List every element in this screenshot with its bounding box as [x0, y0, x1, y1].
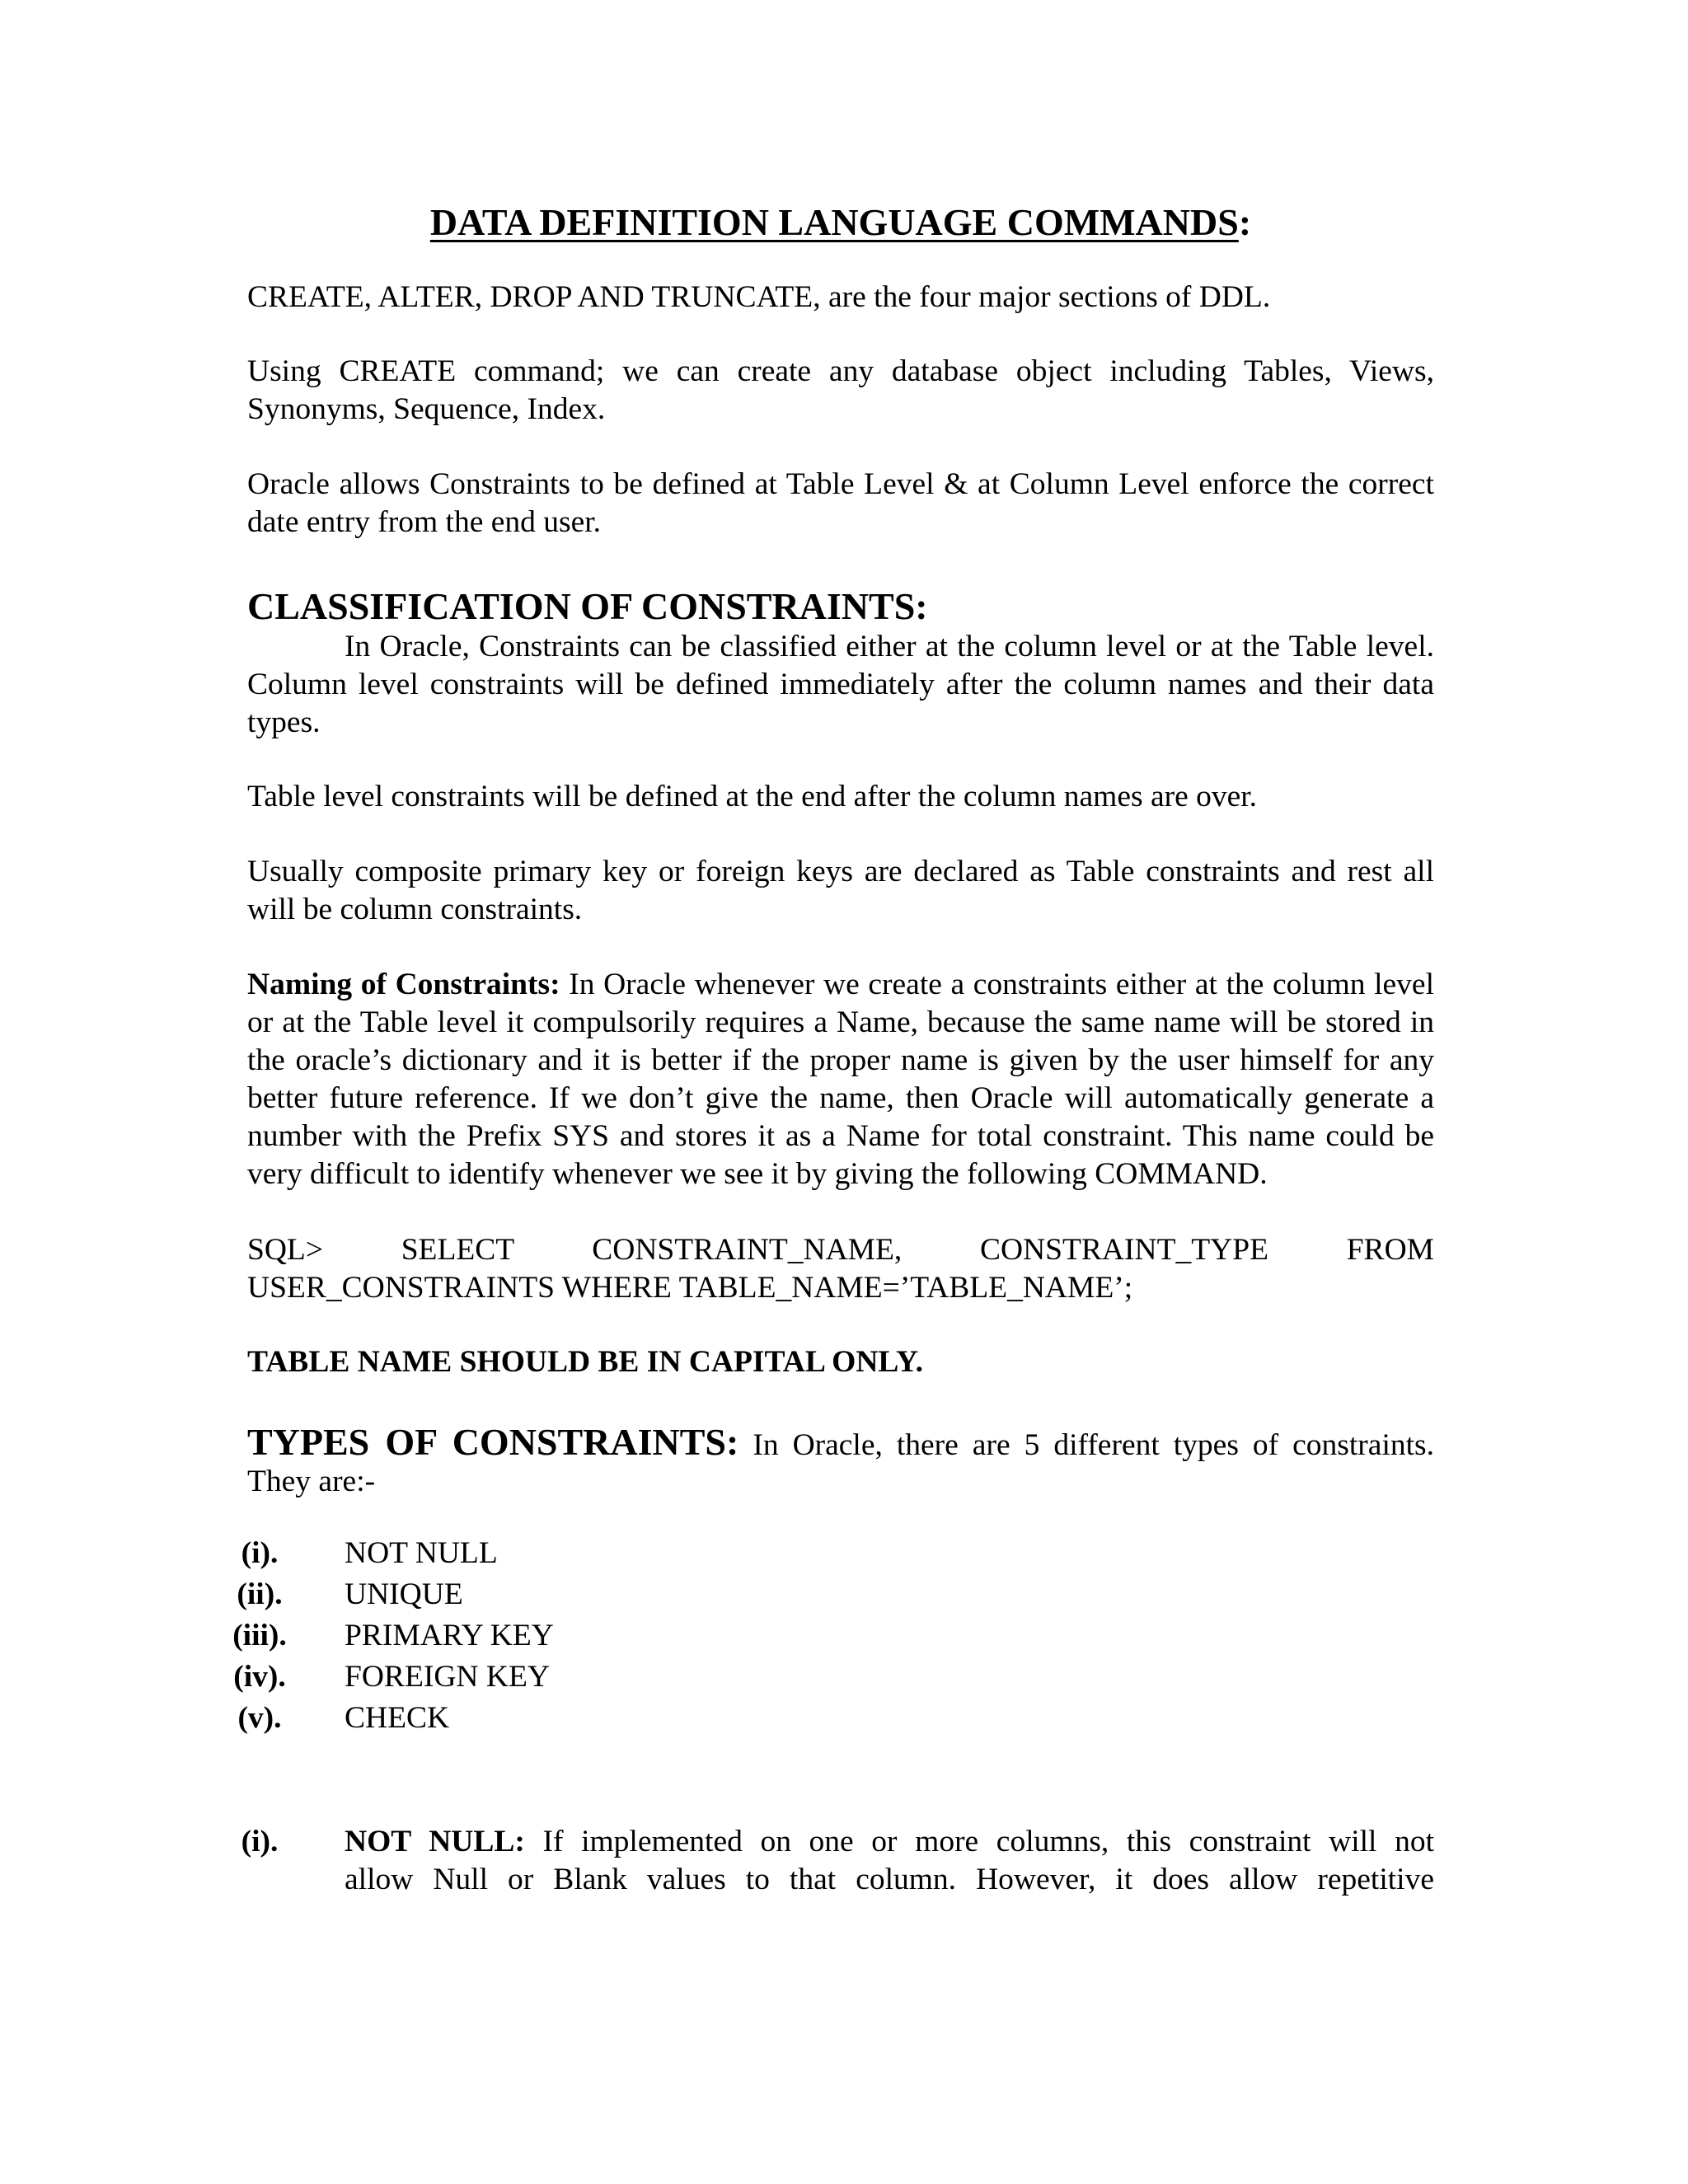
table-name-note: TABLE NAME SHOULD BE IN CAPITAL ONLY.: [247, 1345, 923, 1379]
classification-paragraph-3: Usually composite primary key or foreign keys are declared as Table constraints and rest all will be column constraints.: [247, 855, 1434, 926]
list-item-label: FOREIGN KEY: [345, 1660, 550, 1694]
definition-body-line-1: [345, 1823, 1434, 1861]
definition-body-line-2: allow Null or Blank values to that column. However, it does allow repetitive: [345, 1863, 1434, 1896]
list-item-label: PRIMARY KEY: [345, 1619, 554, 1652]
definition-label: NOT NULL:: [345, 1825, 525, 1858]
classification-heading: CLASSIFICATION OF CONSTRAINTS:: [247, 585, 928, 627]
sql-command-line-1: SQL> SELECT CONSTRAINT_NAME, CONSTRAINT_TYPE FROM: [247, 1233, 1434, 1267]
classification-paragraph-1: In Oracle, Constraints can be classified either at the column level or at the Table level. Column level constraints will be defined immediately after the column names and their data types.: [247, 630, 1434, 739]
list-item-number: (i).: [241, 1536, 279, 1570]
list-item-number: (v).: [237, 1701, 282, 1735]
definition-number: (i).: [241, 1825, 279, 1858]
definition-text: If implemented on one or more columns, this constraint will not: [524, 1825, 1434, 1858]
naming-label: Naming of Constraints:: [247, 968, 560, 1001]
sql-command-line-2: USER_CONSTRAINTS WHERE TABLE_NAME=’TABLE_NAME’;: [247, 1271, 1133, 1305]
list-item-number: (iv).: [233, 1660, 286, 1694]
intro-paragraph-2: Using CREATE command; we can create any database object including Tables, Views, Synonyms, Sequence, Index.: [247, 354, 1434, 426]
classification-paragraph-2: Table level constraints will be defined at the end after the column names are over.: [247, 780, 1258, 813]
title-underlined-text: DATA DEFINITION LANGUAGE COMMANDS: [429, 201, 1239, 243]
types-intro-line-2: They are:-: [247, 1465, 376, 1498]
naming-paragraph: [247, 966, 1434, 1193]
list-item-label: CHECK: [345, 1701, 450, 1735]
list-item-label: NOT NULL: [345, 1536, 498, 1570]
list-item-number: (ii).: [237, 1577, 283, 1611]
list-item-number: (iii).: [232, 1619, 287, 1652]
page-title: [247, 198, 1434, 247]
intro-paragraph-1: CREATE, ALTER, DROP AND TRUNCATE, are the four major sections of DDL.: [247, 280, 1271, 314]
list-item-label: UNIQUE: [345, 1577, 463, 1611]
naming-text: In Oracle whenever we create a constraints either at the column level or at the Table level it compulsorily requires a Name, because the same name will be stored in the oracle’s dictionary and it is better if the proper name is given by the user himself for any better future reference. If we don’t give the name, then Oracle will automatically generate a number with the Prefix SYS and stores it as a Name for total constraint. This name could be very difficult to identify whenever we see it by giving the following COMMAND.: [247, 968, 1434, 1191]
intro-paragraph-3: Oracle allows Constraints to be defined at Table Level & at Column Level enforce the correct date entry from the end user.: [247, 467, 1434, 539]
title-suffix: :: [1238, 201, 1252, 243]
types-heading: TYPES OF CONSTRAINTS:: [247, 1421, 739, 1463]
types-intro: In Oracle, there are 5 different types of constraints.: [738, 1428, 1434, 1462]
